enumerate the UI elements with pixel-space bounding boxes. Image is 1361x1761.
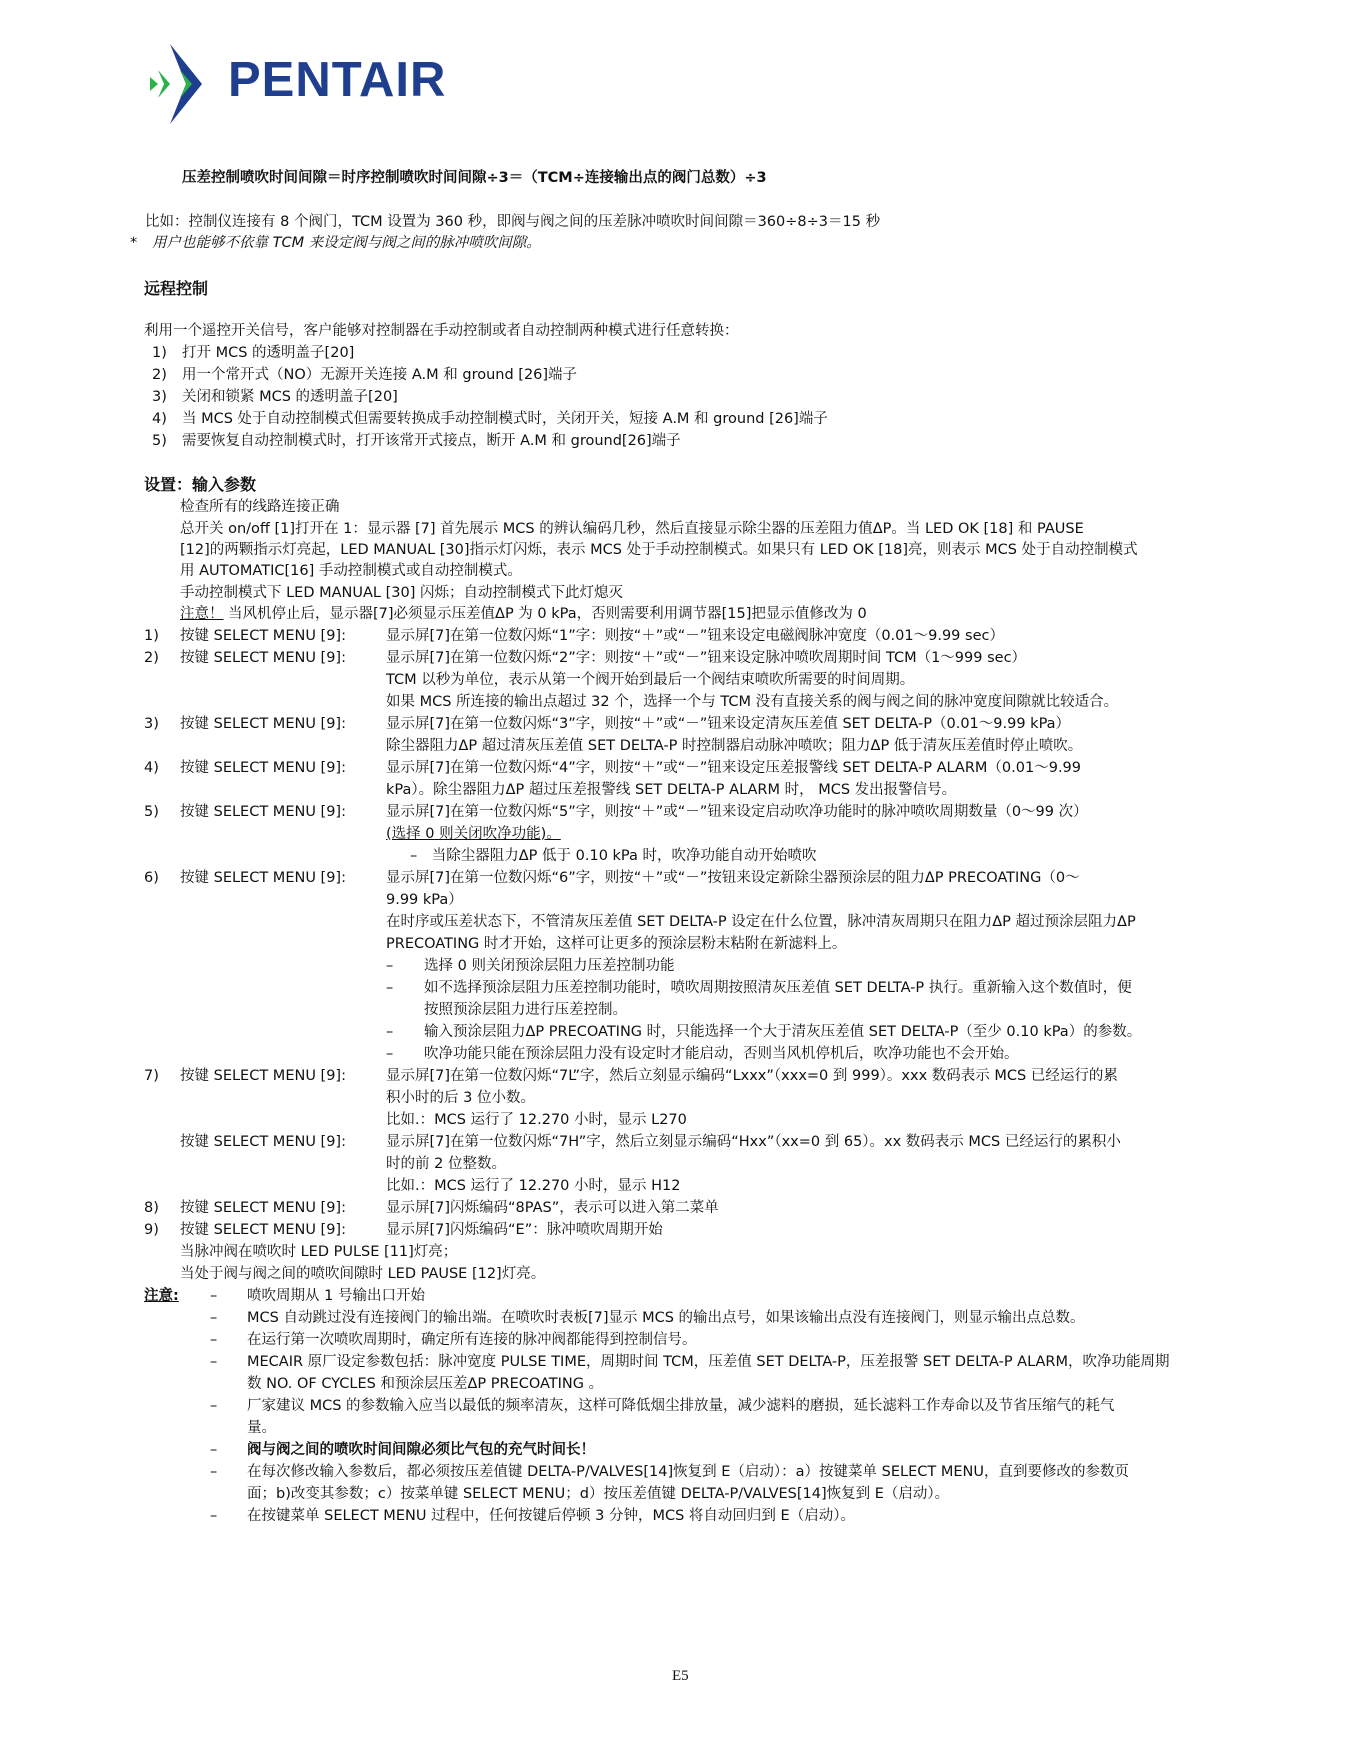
step-key: 按键 SELECT MENU [9]:: [180, 1200, 346, 1216]
note-item: 数 NO. OF CYCLES 和预涂层压差ΔP PRECOATING 。: [247, 1376, 604, 1392]
note-star: *: [130, 235, 138, 251]
step-text: 如果 MCS 所连接的输出点超过 32 个，选择一个与 TCM 没有直接关系的阀与阀之间的脉冲宽度间隙就比较适合。: [386, 694, 1119, 710]
step-text: 显示屏[7]在第一位数闪烁“6”字，则按“＋”或“－”按钮来设定新除尘器预涂层的阻力ΔP PRECOATING（0～: [386, 870, 1080, 886]
step-key: 按键 SELECT MENU [9]:: [180, 650, 346, 666]
note-item: 面；b)改变其参数；c）按菜单键 SELECT MENU；d）按压差值键 DELTA-P/VALVES[14]恢复到 E（启动）。: [247, 1486, 950, 1502]
step-text: 积小时的后 3 位小数。: [386, 1090, 535, 1106]
dash: –: [210, 1310, 218, 1326]
page-number: E5: [672, 1668, 689, 1684]
step-text: – 当除尘器阻力ΔP 低于 0.10 kPa 时，吹净功能自动开始喷吹: [410, 848, 817, 864]
step-key: 按键 SELECT MENU [9]:: [180, 870, 346, 886]
step-text: 在时序或压差状态下，不管清灰压差值 SET DELTA-P 设定在什么位置，脉冲清灰周期只在阻力ΔP 超过预涂层阻力ΔP: [386, 914, 1136, 930]
step-text: 显示屏[7]在第一位数闪烁“5”字，则按“＋”或“－”钮来设定启动吹净功能时的脉冲喷吹周期数量（0～99 次）: [386, 804, 1088, 820]
note-item: MCS 自动跳过没有连接阀门的输出端。在喷吹时表板[7]显示 MCS 的输出点号，如果该输出点没有连接阀门，则显示输出点总数。: [247, 1310, 1085, 1326]
setup-p3: 手动控制模式下 LED MANUAL [30] 闪烁；自动控制模式下此灯熄灭: [180, 585, 623, 601]
note-item: 量。: [247, 1420, 276, 1436]
step-text: 显示屏[7]闪烁编码“E”：脉冲喷吹周期开始: [386, 1222, 663, 1238]
dash: –: [210, 1332, 218, 1348]
step-number: 2): [144, 650, 159, 666]
step-key: 按键 SELECT MENU [9]:: [180, 716, 346, 732]
remote-item: 关闭和锁紧 MCS 的透明盖子[20]: [182, 389, 398, 405]
remote-item: 当 MCS 处于自动控制模式但需要转换成手动控制模式时，关闭开关，短接 A.M 和 ground [26]端子: [182, 411, 828, 427]
setup-p2c: 用 AUTOMATIC[16] 手动控制模式或自动控制模式。: [180, 563, 522, 579]
pentair-logo: [150, 44, 470, 124]
note-item: MECAIR 原厂设定参数包括：脉冲宽度 PULSE TIME，周期时间 TCM，压差值 SET DELTA-P，压差报警 SET DELTA-P ALARM，吹净功能周期: [247, 1354, 1170, 1370]
step-key: 按键 SELECT MENU [9]:: [180, 1068, 346, 1084]
step-text: 显示屏[7]在第一位数闪烁“4”字，则按“＋”或“－”钮来设定压差报警线 SET DELTA-P ALARM（0.01～9.99: [386, 760, 1082, 776]
step-text: 显示屏[7]在第一位数闪烁“3”字，则按“＋”或“－”钮来设定清灰压差值 SET DELTA-P（0.01～9.99 kPa）: [386, 716, 1071, 732]
note-item: 在按键菜单 SELECT MENU 过程中，任何按键后停顿 3 分钟，MCS 将自动回归到 E（启动）。: [247, 1508, 855, 1524]
notes-label: 注意:: [144, 1288, 179, 1304]
step-text: 显示屏[7]在第一位数闪烁“7L”字，然后立刻显示编码“Lxxx”（xxx=0 到 999）。xxx 数码表示 MCS 已经运行的累: [386, 1068, 1118, 1084]
example-line: 比如：控制仪连接有 8 个阀门，TCM 设置为 360 秒，即阀与阀之间的压差脉冲喷吹时间间隙＝360÷8÷3＝15 秒: [145, 214, 881, 230]
pentair-logo-text: PENTAIR: [228, 53, 447, 107]
remote-item: 用一个常开式（NO）无源开关连接 A.M 和 ground [26]端子: [182, 367, 578, 383]
step-key: 按键 SELECT MENU [9]:: [180, 628, 346, 644]
remote-item-number: 1): [152, 345, 167, 361]
formula-line: 压差控制喷吹时间间隙＝时序控制喷吹时间间隙÷3＝（TCM÷连接输出点的阀门总数）÷3: [182, 170, 767, 186]
note-item: 厂家建议 MCS 的参数输入应当以最低的频率清灰，这样可降低烟尘排放量，减少滤料的磨损，延长滤料工作寿命以及节省压缩气的耗气: [247, 1398, 1115, 1414]
note-item: 在运行第一次喷吹周期时，确定所有连接的脉冲阀都能得到控制信号。: [247, 1332, 697, 1348]
dash: –: [210, 1398, 218, 1414]
remote-item-number: 4): [152, 411, 167, 427]
step-key: 按键 SELECT MENU [9]:: [180, 804, 346, 820]
step-text: kPa）。除尘器阻力ΔP 超过压差报警线 SET DELTA-P ALARM 时， MCS 发出报警信号。: [386, 782, 957, 798]
dash: –: [210, 1288, 218, 1304]
remote-item-number: 5): [152, 433, 167, 449]
step-sub-item: 输入预涂层阻力ΔP PRECOATING 时，只能选择一个大于清灰压差值 SET DELTA-P（至少 0.10 kPa）的参数。: [424, 1024, 1142, 1040]
step-text: PRECOATING 时才开始，这样可让更多的预涂层粉末粘附在新滤料上。: [386, 936, 847, 952]
step-number: 1): [144, 628, 159, 644]
step-number: 4): [144, 760, 159, 776]
step-text: 显示屏[7]在第一位数闪烁“2”字：则按“＋”或“－”钮来设定脉冲喷吹周期时间 TCM（1～999 sec）: [386, 650, 1027, 666]
step-number: 5): [144, 804, 159, 820]
remote-item-number: 2): [152, 367, 167, 383]
setup-caution-label: 注意！: [180, 606, 224, 622]
step-key: 按键 SELECT MENU [9]:: [180, 760, 346, 776]
step-key: 按键 SELECT MENU [9]:: [180, 1134, 346, 1150]
setup-title: 设置：输入参数: [144, 475, 257, 494]
note-item: 阀与阀之间的喷吹时间间隙必须比气包的充气时间长！: [247, 1442, 595, 1458]
remote-intro: 利用一个遥控开关信号，客户能够对控制器在手动控制或者自动控制两种模式进行任意转换：: [144, 323, 739, 339]
setup-p1: 检查所有的线路连接正确: [180, 499, 340, 515]
step-text: 时的前 2 位整数。: [386, 1156, 506, 1172]
step-text: (选择 0 则关闭吹净功能)。: [386, 826, 561, 842]
note-line: 用户也能够不依靠 TCM 来设定阀与阀之间的脉冲喷吹间隙。: [152, 235, 541, 251]
step-number: 6): [144, 870, 159, 886]
step-key: 按键 SELECT MENU [9]:: [180, 1222, 346, 1238]
remote-item: 需要恢复自动控制模式时，打开该常开式接点，断开 A.M 和 ground[26]端子: [182, 433, 681, 449]
after-line-1: 当脉冲阀在喷吹时 LED PULSE [11]灯亮；: [180, 1244, 458, 1260]
pentair-logo-mark-icon: [150, 44, 220, 124]
note-item: 喷吹周期从 1 号输出口开始: [247, 1288, 425, 1304]
step-text: 显示屏[7]在第一位数闪烁“7H”字，然后立刻显示编码“Hxx”（xx=0 到 65）。xx 数码表示 MCS 已经运行的累积小: [386, 1134, 1121, 1150]
step-text: 除尘器阻力ΔP 超过清灰压差值 SET DELTA-P 时控制器启动脉冲喷吹；阻力ΔP 低于清灰压差值时停止喷吹。: [386, 738, 1083, 754]
dash: –: [386, 958, 394, 974]
step-number: 9): [144, 1222, 159, 1238]
step-text: 显示屏[7]在第一位数闪烁“1”字：则按“＋”或“－”钮来设定电磁阀脉冲宽度（0.01～9.99 sec）: [386, 628, 1004, 644]
step-number: 7): [144, 1068, 159, 1084]
dash: –: [210, 1442, 218, 1458]
remote-item-number: 3): [152, 389, 167, 405]
dash: –: [386, 980, 394, 996]
step-text: 比如.：MCS 运行了 12.270 小时，显示 H12: [386, 1178, 681, 1194]
dash: –: [386, 1024, 394, 1040]
setup-p2b: [12]的两颗指示灯亮起，LED MANUAL [30]指示灯闪烁，表示 MCS 处于手动控制模式。如果只有 LED OK [18]亮，则表示 MCS 处于自动控制模式: [180, 542, 1138, 558]
step-sub-item: 按照预涂层阻力进行压差控制。: [424, 1002, 627, 1018]
setup-caution-text: 当风机停止后，显示器[7]必须显示压差值ΔP 为 0 kPa，否则需要利用调节器[15]把显示值修改为 0: [228, 606, 867, 622]
step-number: 8): [144, 1200, 159, 1216]
step-sub-item: 吹净功能只能在预涂层阻力没有设定时才能启动，否则当风机停机后，吹净功能也不会开始。: [424, 1046, 1019, 1062]
step-sub-item: 如不选择预涂层阻力压差控制功能时，喷吹周期按照清灰压差值 SET DELTA-P 执行。重新输入这个数值时，便: [424, 980, 1132, 996]
dash: –: [210, 1354, 218, 1370]
dash: –: [210, 1464, 218, 1480]
note-item: 在每次修改输入参数后，都必须按压差值键 DELTA-P/VALVES[14]恢复到 E（启动）：a）按键菜单 SELECT MENU，直到要修改的参数页: [247, 1464, 1129, 1480]
remote-item: 打开 MCS 的透明盖子[20]: [182, 345, 355, 361]
dash: –: [210, 1508, 218, 1524]
after-line-2: 当处于阀与阀之间的喷吹间隙时 LED PAUSE [12]灯亮。: [180, 1266, 546, 1282]
step-text: 9.99 kPa）: [386, 892, 463, 908]
remote-control-title: 远程控制: [144, 279, 209, 298]
step-text: TCM 以秒为单位，表示从第一个阀开始到最后一个阀结束喷吹所需要的时间周期。: [386, 672, 915, 688]
setup-p2a: 总开关 on/off [1]打开在 1：显示器 [7] 首先展示 MCS 的辨认编码几秒，然后直接显示除尘器的压差阻力值ΔP。当 LED OK [18] 和 PAUSE: [180, 521, 1084, 537]
step-sub-item: 选择 0 则关闭预涂层阻力压差控制功能: [424, 958, 675, 974]
step-text: 显示屏[7]闪烁编码“8PAS”，表示可以进入第二菜单: [386, 1200, 719, 1216]
step-number: 3): [144, 716, 159, 732]
dash: –: [386, 1046, 394, 1062]
step-text: 比如.：MCS 运行了 12.270 小时，显示 L270: [386, 1112, 687, 1128]
